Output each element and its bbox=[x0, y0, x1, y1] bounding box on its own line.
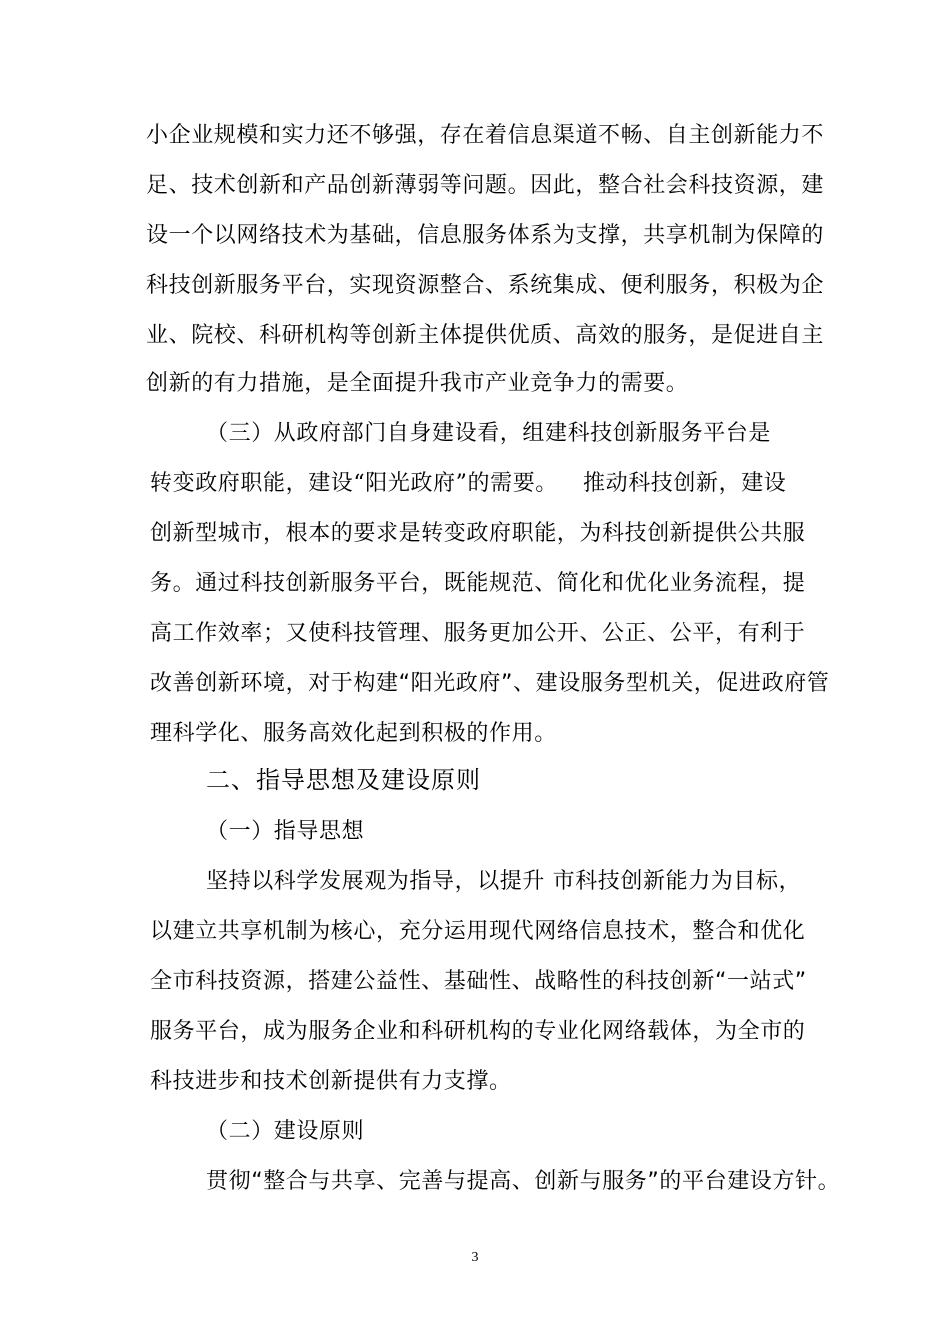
guiding-line-4: 服务平台，成为服务企业和科研机构的专业化网络载体，为全市的 bbox=[150, 1019, 806, 1044]
body-line-4: 科技创新服务平台，实现资源整合、系统集成、便利服务，积极为企 bbox=[146, 273, 825, 298]
body-line-13: 理科学化、服务高效化起到积极的作用。 bbox=[150, 721, 557, 746]
subsection-2-heading: （二）建设原则 bbox=[206, 1119, 365, 1144]
section-2-heading: 二、指导思想及建设原则 bbox=[206, 766, 481, 794]
body-line-3: 设一个以网络技术为基础，信息服务体系为支撑，共享机制为保障的 bbox=[146, 223, 825, 248]
body-line-1: 小企业规模和实力还不够强，存在着信息渠道不畅、自主创新能力不 bbox=[146, 123, 825, 148]
page-number: 3 bbox=[471, 1250, 479, 1265]
body-line-10: 务。通过科技创新服务平台，既能规范、简化和优化业务流程，提 bbox=[150, 571, 806, 596]
body-line-12: 改善创新环境，对于构建“阳光政府”、建设服务型机关，促进政府管 bbox=[150, 671, 830, 696]
subsection-1-heading: （一）指导思想 bbox=[206, 819, 365, 844]
guiding-line-3: 全市科技资源，搭建公益性、基础性、战略性的科技创新“一站式” bbox=[150, 969, 807, 994]
principle-line-1: 贯彻“整合与共享、完善与提高、创新与服务”的平台建设方针。 bbox=[206, 1169, 841, 1194]
guiding-line-1: 坚持以科学发展观为指导，以提升 市科技创新能力为目标， bbox=[206, 869, 802, 894]
subsection-3-line-2b: 推动科技创新，建设 bbox=[583, 471, 787, 496]
subsection-3-heading: （三）从政府部门自身建设看，组建科技创新服务平台是 bbox=[206, 421, 772, 446]
body-line-2: 足、技术创新和产品创新薄弱等问题。因此，整合社会科技资源，建 bbox=[146, 173, 825, 198]
body-line-9: 创新型城市，根本的要求是转变政府职能，为科技创新提供公共服 bbox=[150, 521, 806, 546]
body-line-11: 高工作效率；又使科技管理、服务更加公开、公正、公平，有利于 bbox=[150, 621, 806, 646]
body-line-5: 业、院校、科研机构等创新主体提供优质、高效的服务，是促进自主 bbox=[146, 323, 825, 348]
subsection-3-line-2a: 转变政府职能，建设“阳光政府”的需要。 bbox=[150, 471, 558, 496]
guiding-line-2: 以建立共享机制为核心，充分运用现代网络信息技术，整合和优化 bbox=[150, 919, 806, 944]
body-line-6: 创新的有力措施，是全面提升我市产业竞争力的需要。 bbox=[146, 371, 689, 396]
guiding-line-5: 科技进步和技术创新提供有力支撑。 bbox=[150, 1069, 512, 1094]
